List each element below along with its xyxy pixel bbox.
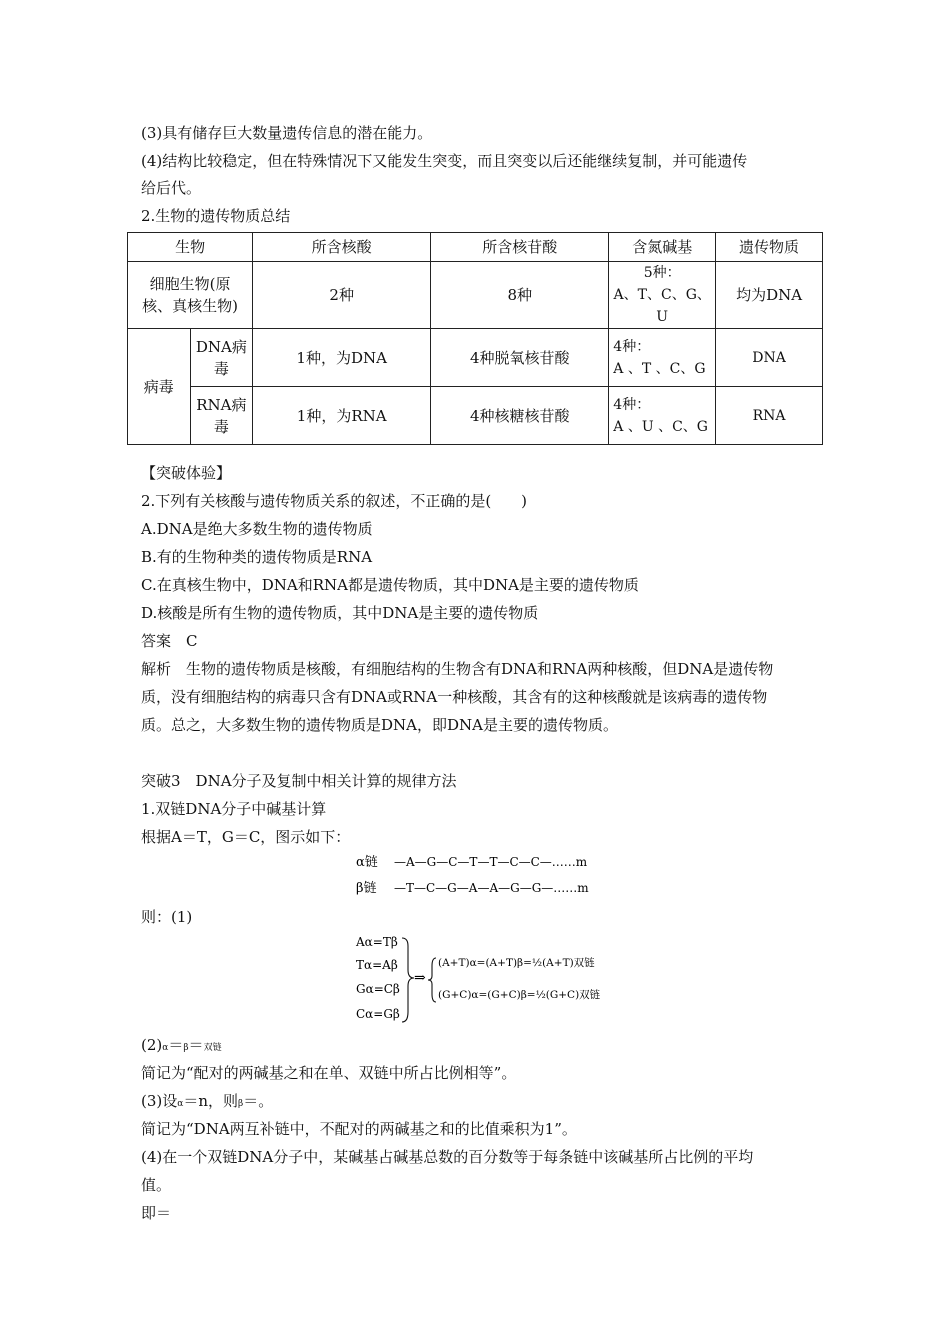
right-brace [402,938,414,1022]
note-2: 简记为“DNA两互补链中，不配对的两碱基之和的比值乘积为1”。 [141,1120,577,1138]
table-cell: 病毒 [128,329,191,445]
beta-strand-sequence: —T—C—G—A—A—G—G—……m [394,881,589,895]
equation-a: Aα=Tβ [356,935,398,949]
table-cell [609,262,716,329]
exercise-title: 【突破体验】 [141,464,232,482]
dna-strand-diagram [354,850,614,900]
pairing-formula-diagram [354,932,604,1028]
table-cell: RNA [716,387,823,445]
ratio-text: ＝n，则 [183,1092,238,1110]
table-cell: 4种核糖核苷酸 [431,387,609,445]
table-cell: 4种脱氧核苷酸 [431,329,609,387]
cell-text: A 、U 、C、G [613,418,708,435]
cell-text: A、T、C、G、U [613,287,711,325]
equation-g: Gα=Cβ [356,982,400,996]
ratio-text: ＝ [168,1036,184,1054]
cell-text: 4种： [613,396,651,413]
ratio-subscript: 双链 [203,1043,222,1053]
analysis-line3: 质。总之，大多数生物的遗传物质是DNA，即DNA是主要的遗传物质。 [141,716,618,734]
then-label: 则：(1) [141,908,193,926]
table-cell: 1种，为DNA [253,329,431,387]
table-cell: 均为DNA [716,262,823,329]
equation-c: Cα=Gβ [356,1007,400,1021]
table-header: 所含核苷酸 [431,233,609,262]
alpha-strand-sequence: —A—G—C—T—T—C—C—……m [394,855,588,869]
cell-text: DNA病 [195,337,247,356]
ratio-line-2 [141,1035,222,1058]
cell-text: RNA病 [196,395,247,414]
cell-text: 5种： [643,265,681,281]
table-cell [190,387,253,445]
analysis-line1: 解析 生物的遗传物质是核酸，有细胞结构的生物含有DNA和RNA两种核酸，但DNA是遗传物 [141,660,774,678]
option-b: B.有的生物种类的遗传物质是RNA [141,548,373,566]
ratio-subscript: β [238,1099,244,1109]
ratio-subscript: α [162,1043,169,1053]
table-cell [128,262,253,329]
table-cell: 2种 [253,262,431,329]
table-header: 所含核酸 [253,233,431,262]
cell-text: 毒 [213,359,229,378]
section3-sub1: 1.双链DNA分子中碱基计算 [141,800,327,818]
table-header: 含氮碱基 [609,233,716,262]
heading-genetic-material-summary: 2.生物的遗传物质总结 [141,207,291,225]
ratio-subscript: β [183,1043,189,1053]
option-a: A.DNA是绝大多数生物的遗传物质 [141,520,373,538]
option-d: D.核酸是所有生物的遗传物质，其中DNA是主要的遗传物质 [141,604,539,622]
ratio-line-3 [141,1091,273,1114]
cell-text: 核、真核生物) [142,297,238,315]
table-header: 遗传物质 [716,233,823,262]
ratio-text: ＝。 [243,1092,274,1110]
result-at: (A+T)α=(A+T)β=½(A+T)双链 [438,957,595,969]
table-cell: 8种 [431,262,609,329]
cell-text: 毒 [213,417,229,436]
note-1: 简记为“配对的两碱基之和在单、双链中所占比例相等”。 [141,1064,517,1082]
ratio-text: (3)设 [141,1092,178,1110]
left-brace [428,958,436,1002]
paragraph-4-section3-line1: (4)在一个双链DNA分子中，某碱基占碱基总数的百分数等于每条链中该碱基所占比例的平均 [141,1148,754,1166]
option-c: C.在真核生物中，DNA和RNA都是遗传物质，其中DNA是主要的遗传物质 [141,576,639,594]
question-text: 2.下列有关核酸与遗传物质关系的叙述，不正确的是( ) [141,492,528,510]
paragraph-4-line2: 给后代。 [141,179,202,197]
table-cell [609,329,716,387]
analysis-line2: 质，没有细胞结构的病毒只含有DNA或RNA一种核酸，其含有的这种核酸就是该病毒的遗传物 [141,688,768,706]
implies-arrow-icon: ⇒ [414,970,426,986]
table-header: 生物 [128,233,253,262]
table-header-row [128,233,823,262]
table-cell: DNA [716,329,823,387]
ratio-text: (2) [141,1036,163,1054]
paragraph-4-line1: (4)结构比较稳定，但在特殊情况下又能发生突变，而且突变以后还能继续复制，并可能遗传 [141,152,748,170]
table-row [128,329,823,387]
ji-label: 即＝ [141,1204,172,1222]
table-cell [609,387,716,445]
cell-text: A 、T 、C、G [613,360,706,377]
cell-text: 4种： [613,338,651,355]
equation-t: Tα=Aβ [356,958,398,972]
alpha-strand-label: α链 [356,855,378,870]
genetic-material-table [127,232,823,445]
beta-strand-label: β链 [356,881,377,896]
cell-text: 细胞生物(原 [149,275,231,293]
result-gc: (G+C)α=(G+C)β=½(G+C)双链 [438,989,601,1001]
table-cell: 1种，为RNA [253,387,431,445]
answer: 答案 C [141,632,198,650]
ratio-text: ＝ [188,1036,204,1054]
section3-title: 突破3 DNA分子及复制中相关计算的规律方法 [141,772,457,790]
table-row [128,262,823,329]
section3-basis: 根据A＝T，G＝C，图示如下： [141,828,351,846]
table-row [128,387,823,445]
paragraph-4-section3-line2: 值。 [141,1176,172,1194]
paragraph-3: (3)具有储存巨大数量遗传信息的潜在能力。 [141,124,433,142]
table-cell [190,329,253,387]
ratio-subscript: α [177,1099,184,1109]
